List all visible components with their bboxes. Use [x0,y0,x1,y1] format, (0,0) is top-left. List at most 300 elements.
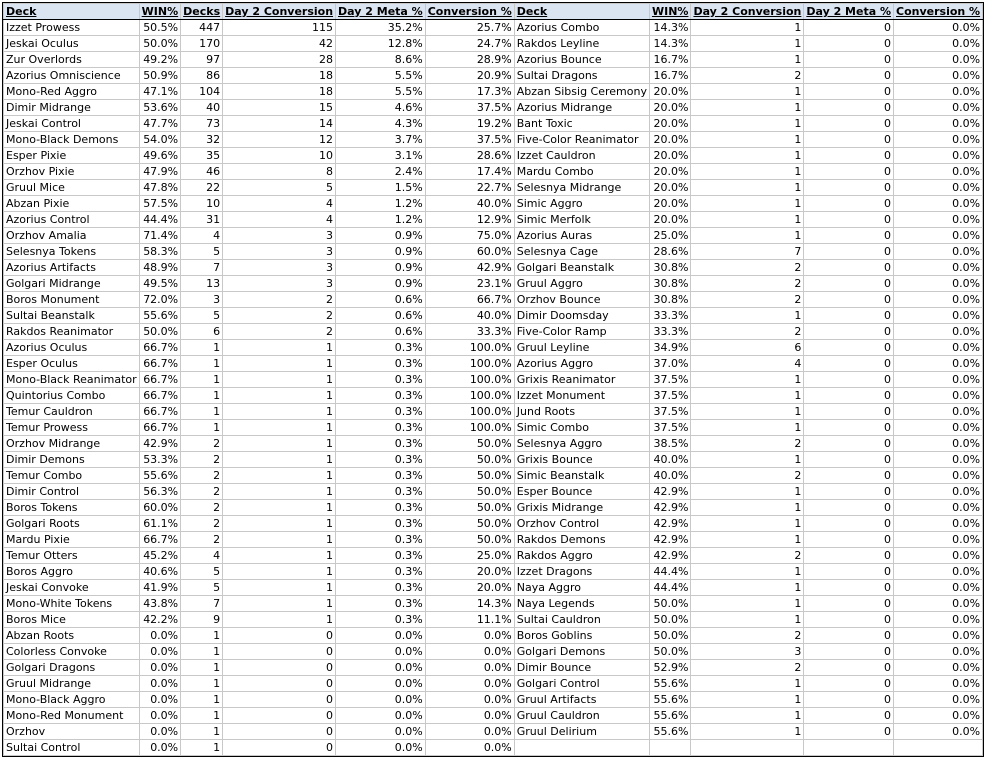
cell[interactable]: 50.0% [425,500,514,516]
cell[interactable]: 1 [223,468,336,484]
cell[interactable]: 3 [223,244,336,260]
cell[interactable]: 40.6% [139,564,180,580]
cell[interactable]: 0 [804,612,894,628]
cell[interactable]: 55.6% [139,468,180,484]
cell[interactable]: 0.0% [139,724,180,740]
cell[interactable]: Mono-Black Demons [4,132,140,148]
cell[interactable]: 1 [223,452,336,468]
cell[interactable]: 66.7% [139,388,180,404]
cell[interactable]: 57.5% [139,196,180,212]
cell[interactable]: 2 [691,324,804,340]
cell[interactable]: Mono-Red Aggro [4,84,140,100]
cell[interactable]: 100.0% [425,356,514,372]
cell[interactable]: 0.0% [425,628,514,644]
cell[interactable]: Dimir Control [4,484,140,500]
cell[interactable]: 4 [181,548,223,564]
cell[interactable]: 0 [804,724,894,740]
cell[interactable]: 1 [691,132,804,148]
cell[interactable]: 18 [223,68,336,84]
cell[interactable]: Orzhov Pixie [4,164,140,180]
cell[interactable]: 0.0% [894,724,983,740]
cell[interactable]: 1 [223,436,336,452]
cell[interactable]: 55.6% [649,676,690,692]
cell[interactable]: 0 [804,644,894,660]
cell[interactable]: Rakdos Demons [514,532,649,548]
cell[interactable]: 0.0% [894,452,983,468]
cell[interactable]: Mono-Red Monument [4,708,140,724]
cell[interactable]: 0.0% [425,676,514,692]
cell[interactable]: 50.0% [425,484,514,500]
cell[interactable] [514,740,649,756]
cell[interactable]: 37.5% [425,132,514,148]
cell[interactable]: 46 [181,164,223,180]
cell[interactable]: Orzhov Control [514,516,649,532]
cell[interactable]: 1 [181,692,223,708]
cell[interactable]: 37.5% [649,372,690,388]
cell[interactable]: Temur Combo [4,468,140,484]
cell[interactable]: 1 [223,612,336,628]
cell[interactable]: 71.4% [139,228,180,244]
cell[interactable]: 100.0% [425,404,514,420]
cell[interactable]: Orzhov Amalia [4,228,140,244]
cell[interactable]: 4 [181,228,223,244]
cell[interactable]: 0.0% [336,724,426,740]
cell[interactable]: 0 [804,388,894,404]
cell[interactable]: 42.9% [139,436,180,452]
cell[interactable]: 1 [223,484,336,500]
cell[interactable]: 1 [223,388,336,404]
cell[interactable]: 4.3% [336,116,426,132]
cell[interactable]: 44.4% [649,564,690,580]
cell[interactable]: 18 [223,84,336,100]
cell[interactable]: 0 [223,644,336,660]
cell[interactable]: 55.6% [649,724,690,740]
cell[interactable]: 0.3% [336,404,426,420]
cell[interactable]: Golgari Demons [514,644,649,660]
cell[interactable]: 2 [181,452,223,468]
cell[interactable]: Azorius Omniscience [4,68,140,84]
cell[interactable]: Sultai Control [4,740,140,756]
cell[interactable]: 1 [691,116,804,132]
cell[interactable]: 28.9% [425,52,514,68]
cell[interactable]: Dimir Doomsday [514,308,649,324]
cell[interactable]: 0.0% [894,548,983,564]
cell[interactable]: 42 [223,36,336,52]
cell[interactable]: Gruul Leyline [514,340,649,356]
cell[interactable]: 0.0% [139,644,180,660]
cell[interactable]: 0 [804,676,894,692]
cell[interactable]: 37.0% [649,356,690,372]
cell[interactable]: 10 [181,196,223,212]
cell[interactable]: 0.0% [139,740,180,756]
cell[interactable]: 15 [223,100,336,116]
cell[interactable]: 170 [181,36,223,52]
cell[interactable]: 0 [804,564,894,580]
cell[interactable]: 1 [223,548,336,564]
cell[interactable]: 28 [223,52,336,68]
cell[interactable]: 7 [691,244,804,260]
cell[interactable]: 0 [804,52,894,68]
cell[interactable]: 2 [691,436,804,452]
cell[interactable]: 0 [804,404,894,420]
cell[interactable]: 4 [691,356,804,372]
cell[interactable]: 0.0% [894,100,983,116]
cell[interactable]: Mono-Black Reanimator [4,372,140,388]
cell[interactable]: 0.6% [336,324,426,340]
cell[interactable]: 33.3% [649,324,690,340]
cell[interactable]: 0.0% [894,516,983,532]
cell[interactable]: 0.9% [336,244,426,260]
cell[interactable]: 75.0% [425,228,514,244]
cell[interactable]: 45.2% [139,548,180,564]
cell[interactable]: 1 [691,708,804,724]
cell[interactable]: Esper Bounce [514,484,649,500]
cell[interactable]: 22 [181,180,223,196]
cell[interactable]: 60.0% [139,500,180,516]
cell[interactable]: 0 [223,724,336,740]
cell[interactable]: 0 [804,68,894,84]
cell[interactable]: 0.0% [894,532,983,548]
cell[interactable]: 1 [691,388,804,404]
cell[interactable]: 53.3% [139,452,180,468]
cell[interactable]: Jeskai Control [4,116,140,132]
cell[interactable]: 0.3% [336,436,426,452]
cell[interactable]: Gruul Mice [4,180,140,196]
cell[interactable]: 31 [181,212,223,228]
cell[interactable]: 0.0% [894,612,983,628]
cell[interactable]: 0.3% [336,356,426,372]
cell[interactable]: Naya Aggro [514,580,649,596]
cell[interactable]: 0.3% [336,452,426,468]
cell[interactable]: 0.0% [894,676,983,692]
cell[interactable]: Gruul Delirium [514,724,649,740]
cell[interactable]: 50.0% [649,596,690,612]
cell[interactable]: 20.9% [425,68,514,84]
cell[interactable]: Boros Goblins [514,628,649,644]
cell[interactable]: 2 [223,324,336,340]
cell[interactable]: 24.7% [425,36,514,52]
cell[interactable]: 0 [804,324,894,340]
cell[interactable]: 16.7% [649,68,690,84]
cell[interactable]: 28.6% [425,148,514,164]
cell[interactable]: Azorius Aggro [514,356,649,372]
cell[interactable]: 2 [691,260,804,276]
cell[interactable]: 0.3% [336,532,426,548]
cell[interactable]: 100.0% [425,420,514,436]
cell[interactable]: 1 [181,388,223,404]
cell[interactable]: 47.9% [139,164,180,180]
cell[interactable]: 0.0% [894,404,983,420]
cell[interactable]: 49.2% [139,52,180,68]
cell[interactable]: 50.0% [649,612,690,628]
cell[interactable]: 8.6% [336,52,426,68]
cell[interactable]: Simic Combo [514,420,649,436]
cell[interactable]: 0 [804,212,894,228]
cell[interactable]: 5 [181,244,223,260]
cell[interactable]: Izzet Monument [514,388,649,404]
cell[interactable]: 53.6% [139,100,180,116]
cell[interactable]: Azorius Auras [514,228,649,244]
cell[interactable]: 2 [691,660,804,676]
cell[interactable]: 0 [804,100,894,116]
cell[interactable]: Grixis Midrange [514,500,649,516]
col-header-deck[interactable]: Deck [4,4,140,20]
cell[interactable]: 100.0% [425,388,514,404]
cell[interactable]: 1 [691,100,804,116]
cell[interactable]: 40.0% [425,308,514,324]
cell[interactable]: 0 [804,196,894,212]
cell[interactable]: 1 [223,356,336,372]
cell[interactable]: 1 [691,196,804,212]
cell[interactable]: 2 [181,532,223,548]
cell[interactable]: 0.0% [894,212,983,228]
cell[interactable]: 1 [691,228,804,244]
col-header-day2-meta-2[interactable]: Day 2 Meta % [804,4,894,20]
cell[interactable]: 3 [223,228,336,244]
cell[interactable]: 0 [804,484,894,500]
cell[interactable]: 0.0% [139,660,180,676]
cell[interactable]: 0 [804,148,894,164]
cell[interactable]: Rakdos Leyline [514,36,649,52]
cell[interactable]: 4 [223,212,336,228]
cell[interactable]: 1 [691,452,804,468]
cell[interactable]: 0.0% [894,196,983,212]
cell[interactable]: 0.0% [894,692,983,708]
cell[interactable]: 5 [181,580,223,596]
cell[interactable]: 0.0% [894,372,983,388]
cell[interactable]: 5 [181,308,223,324]
cell[interactable]: 32 [181,132,223,148]
cell[interactable]: 0 [223,676,336,692]
cell[interactable]: 17.4% [425,164,514,180]
cell[interactable]: 0.0% [336,740,426,756]
cell[interactable]: 0.0% [894,388,983,404]
cell[interactable] [691,740,804,756]
cell[interactable]: 2.4% [336,164,426,180]
col-header-win[interactable]: WIN% [139,4,180,20]
col-header-decks[interactable]: Decks [181,4,223,20]
cell[interactable]: Simic Aggro [514,196,649,212]
cell[interactable]: Five-Color Reanimator [514,132,649,148]
cell[interactable]: 30.8% [649,276,690,292]
cell[interactable]: 47.8% [139,180,180,196]
cell[interactable]: 2 [691,68,804,84]
cell[interactable]: Selesnya Tokens [4,244,140,260]
cell[interactable]: 0.0% [139,692,180,708]
cell[interactable]: 42.9% [649,484,690,500]
cell[interactable]: 6 [181,324,223,340]
cell[interactable]: 2 [181,484,223,500]
cell[interactable]: 50.0% [425,436,514,452]
cell[interactable]: 0.0% [894,420,983,436]
cell[interactable]: 49.6% [139,148,180,164]
cell[interactable]: Five-Color Ramp [514,324,649,340]
cell[interactable]: 20.0% [649,132,690,148]
cell[interactable]: 1 [181,628,223,644]
cell[interactable]: 50.0% [139,324,180,340]
cell[interactable]: 0.9% [336,276,426,292]
cell[interactable]: 0.9% [336,260,426,276]
cell[interactable]: 0.0% [894,68,983,84]
cell[interactable]: 0.0% [425,708,514,724]
cell[interactable] [804,740,894,756]
cell[interactable]: 0.0% [425,740,514,756]
cell[interactable]: Boros Tokens [4,500,140,516]
cell[interactable]: 0.0% [894,308,983,324]
cell[interactable]: 42.2% [139,612,180,628]
cell[interactable]: 50.0% [425,532,514,548]
cell[interactable]: 0.3% [336,516,426,532]
cell[interactable]: 66.7% [139,404,180,420]
cell[interactable]: 0.0% [894,52,983,68]
cell[interactable]: Jund Roots [514,404,649,420]
cell[interactable]: 5 [181,564,223,580]
cell[interactable]: 0 [223,708,336,724]
cell[interactable]: 2 [691,548,804,564]
cell[interactable]: 43.8% [139,596,180,612]
cell[interactable]: 55.6% [649,692,690,708]
cell[interactable]: Azorius Control [4,212,140,228]
cell[interactable]: 0 [804,20,894,36]
cell[interactable]: 50.0% [649,644,690,660]
cell[interactable]: 4 [223,196,336,212]
cell[interactable]: Dimir Bounce [514,660,649,676]
cell[interactable]: Sultai Beanstalk [4,308,140,324]
cell[interactable]: Mono-Black Aggro [4,692,140,708]
cell[interactable]: 0.0% [894,132,983,148]
cell[interactable]: Sultai Dragons [514,68,649,84]
cell[interactable]: 0.0% [894,20,983,36]
cell[interactable]: 25.7% [425,20,514,36]
cell[interactable]: 12.9% [425,212,514,228]
cell[interactable]: 1 [223,404,336,420]
cell[interactable]: 12 [223,132,336,148]
cell[interactable]: 66.7% [139,532,180,548]
cell[interactable]: 11.1% [425,612,514,628]
cell[interactable]: 1.2% [336,212,426,228]
cell[interactable]: 0.0% [336,660,426,676]
cell[interactable]: 3 [181,292,223,308]
cell[interactable]: Abzan Sibsig Ceremony [514,84,649,100]
cell[interactable]: 1 [181,740,223,756]
cell[interactable]: Mardu Combo [514,164,649,180]
cell[interactable]: 66.7% [139,356,180,372]
cell[interactable]: 20.0% [649,148,690,164]
cell[interactable]: 50.0% [139,36,180,52]
cell[interactable]: 0 [804,180,894,196]
cell[interactable]: 0 [223,628,336,644]
cell[interactable]: 0 [804,116,894,132]
col-header-conversion-pct-2[interactable]: Conversion % [894,4,983,20]
cell[interactable]: 3 [691,644,804,660]
cell[interactable]: 1 [691,500,804,516]
cell[interactable]: Boros Mice [4,612,140,628]
cell[interactable]: Jeskai Convoke [4,580,140,596]
cell[interactable]: 2 [181,468,223,484]
cell[interactable]: 1 [223,596,336,612]
cell[interactable]: Selesnya Midrange [514,180,649,196]
cell[interactable]: 1 [691,532,804,548]
cell[interactable]: 1 [223,516,336,532]
cell[interactable]: Esper Pixie [4,148,140,164]
cell[interactable]: 1 [691,52,804,68]
cell[interactable]: 0.3% [336,500,426,516]
cell[interactable]: Quintorius Combo [4,388,140,404]
cell[interactable]: 0.0% [425,692,514,708]
cell[interactable]: 97 [181,52,223,68]
cell[interactable]: Boros Aggro [4,564,140,580]
cell[interactable]: 25.0% [425,548,514,564]
cell[interactable]: Abzan Roots [4,628,140,644]
cell[interactable]: Boros Monument [4,292,140,308]
cell[interactable]: Golgari Beanstalk [514,260,649,276]
cell[interactable] [649,740,690,756]
cell[interactable]: 0.0% [894,580,983,596]
cell[interactable]: 60.0% [425,244,514,260]
cell[interactable]: Azorius Artifacts [4,260,140,276]
cell[interactable]: 20.0% [649,196,690,212]
cell[interactable]: 0.0% [894,164,983,180]
cell[interactable]: 30.8% [649,260,690,276]
cell[interactable]: 0 [804,532,894,548]
cell[interactable]: 7 [181,260,223,276]
cell[interactable]: 2 [691,292,804,308]
cell[interactable]: 0.0% [894,564,983,580]
cell[interactable]: 0.0% [139,708,180,724]
cell[interactable]: 100.0% [425,372,514,388]
cell[interactable]: 1 [691,596,804,612]
cell[interactable]: 14 [223,116,336,132]
cell[interactable]: Bant Toxic [514,116,649,132]
cell[interactable]: 0.3% [336,548,426,564]
cell[interactable]: 0.0% [894,596,983,612]
cell[interactable]: 0 [804,548,894,564]
cell[interactable]: 1 [181,372,223,388]
cell[interactable]: 66.7% [425,292,514,308]
cell[interactable]: 100.0% [425,340,514,356]
cell[interactable]: Zur Overlords [4,52,140,68]
cell[interactable]: 0 [804,468,894,484]
cell[interactable]: 66.7% [139,340,180,356]
cell[interactable]: 1 [691,404,804,420]
cell[interactable]: Izzet Prowess [4,20,140,36]
cell[interactable]: 0.0% [894,356,983,372]
cell[interactable]: 38.5% [649,436,690,452]
cell[interactable]: Gruul Artifacts [514,692,649,708]
cell[interactable]: 0 [223,660,336,676]
cell[interactable]: 0 [804,340,894,356]
cell[interactable]: Selesnya Aggro [514,436,649,452]
cell[interactable]: 0 [804,372,894,388]
cell[interactable]: 0.0% [894,628,983,644]
cell[interactable]: 0.3% [336,564,426,580]
cell[interactable]: 1 [181,420,223,436]
cell[interactable]: Grixis Reanimator [514,372,649,388]
cell[interactable]: 2 [181,500,223,516]
cell[interactable]: 0.0% [139,676,180,692]
cell[interactable]: 12.8% [336,36,426,52]
cell[interactable]: Orzhov [4,724,140,740]
cell[interactable]: 2 [223,308,336,324]
cell[interactable]: 0 [804,452,894,468]
cell[interactable]: 55.6% [649,708,690,724]
cell[interactable]: 50.0% [425,452,514,468]
cell[interactable] [894,740,983,756]
col-header-conversion-pct[interactable]: Conversion % [425,4,514,20]
cell[interactable]: 0.3% [336,468,426,484]
cell[interactable]: Gruul Cauldron [514,708,649,724]
cell[interactable]: 0.0% [894,148,983,164]
